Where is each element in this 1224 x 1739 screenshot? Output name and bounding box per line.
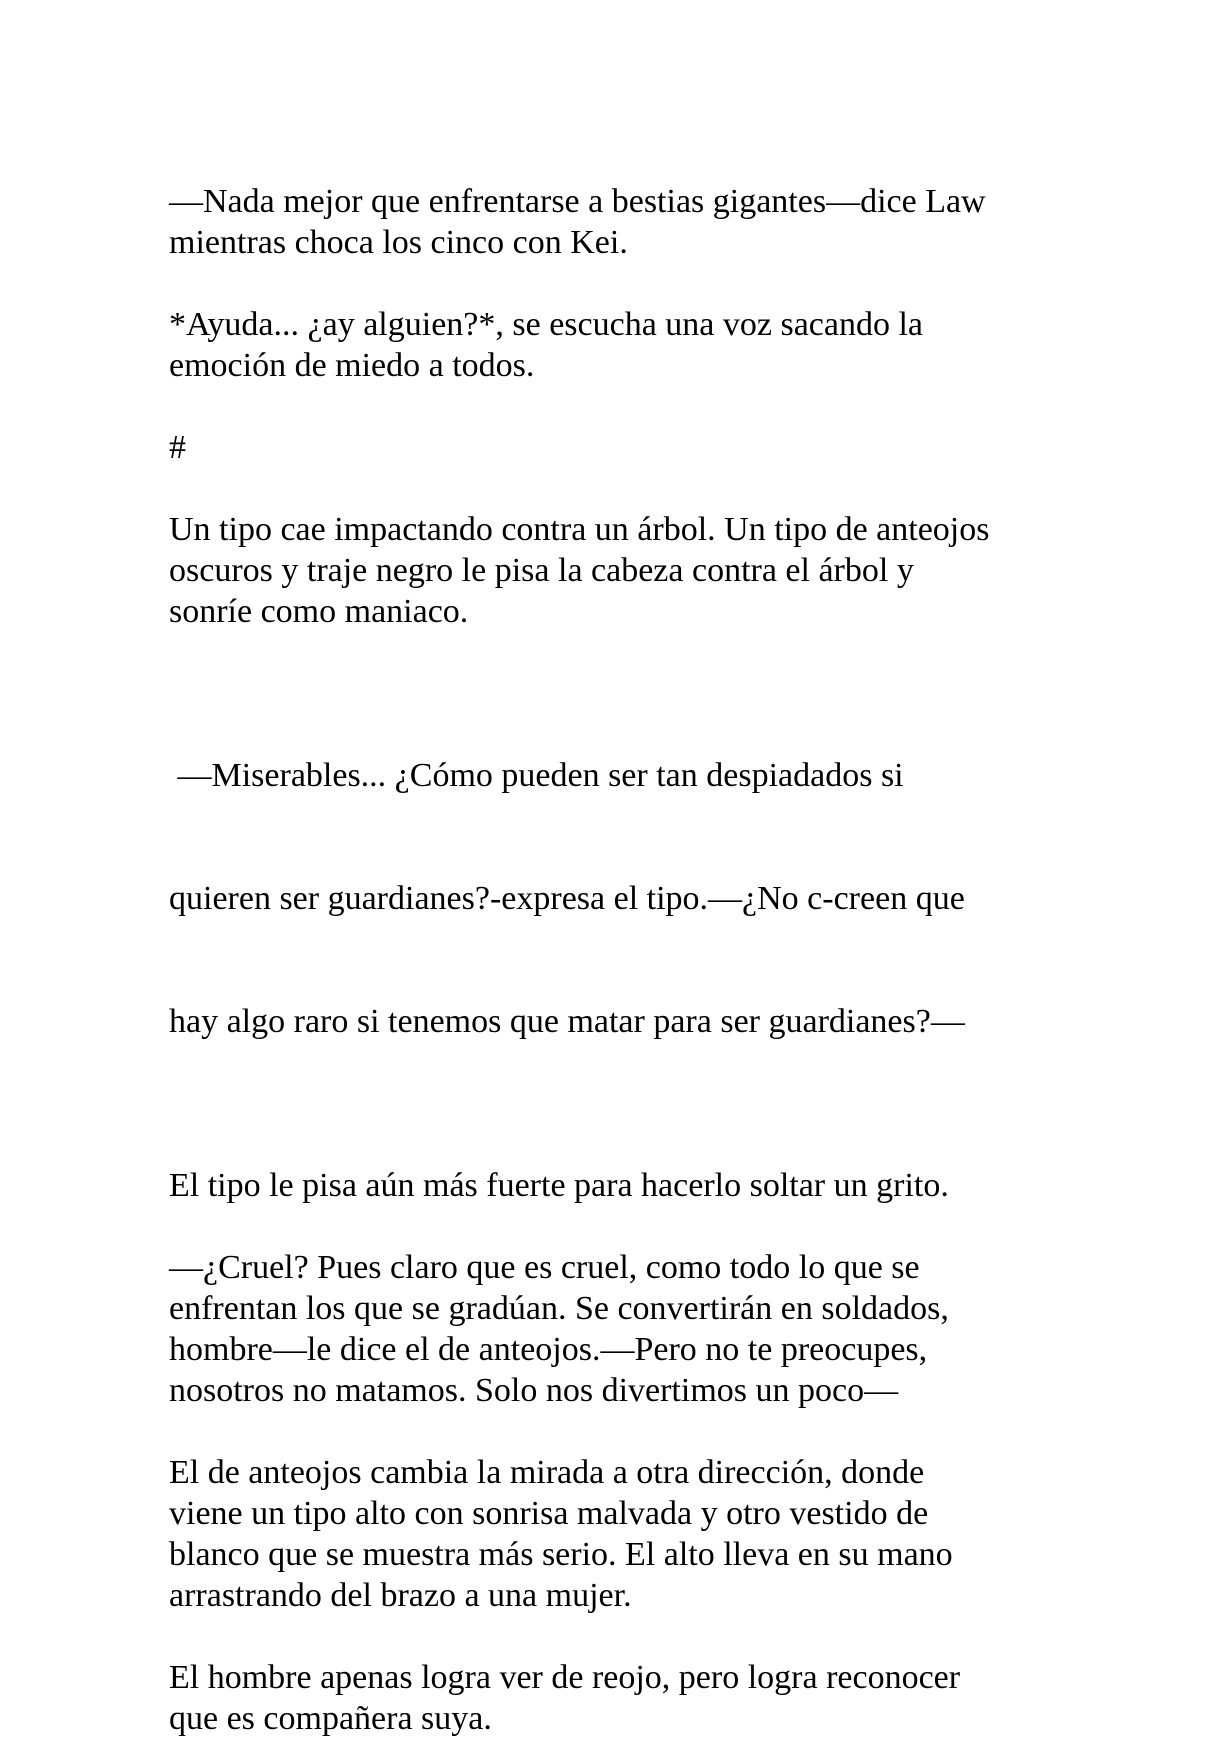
text-line: quieren ser guardianes?-expresa el tipo.—¿No c-creen que [169,880,965,917]
paragraph-8 [169,1452,1049,1616]
text-line: enfrentan los que se gradúan. Se convertirán en soldados, [169,1290,949,1327]
text-line: El de anteojos cambia la mirada a otra dirección, donde [169,1454,925,1491]
text-line: oscuros y traje negro le pisa la cabeza contra el árbol y [169,552,914,589]
paragraph-6 [169,1165,1049,1206]
text-line: mientras choca los cinco con Kei. [169,224,628,261]
text-line: nosotros no matamos. Solo nos divertimos un poco— [169,1372,899,1409]
text-line: emoción de miedo a todos. [169,347,535,384]
text-line: El tipo le pisa aún más fuerte para hacerlo soltar un grito. [169,1167,949,1204]
paragraph-4 [169,509,1049,632]
text-line: viene un tipo alto con sonrisa malvada y otro vestido de [169,1495,929,1532]
paragraph-9 [169,1657,1049,1739]
text-line: hombre—le dice el de anteojos.—Pero no te preocupes, [169,1331,928,1368]
text-line: *Ayuda... ¿ay alguien?*, se escucha una voz sacando la [169,306,924,343]
paragraph-2 [169,304,1049,386]
text-line: Un tipo cae impactando contra un árbol. Un tipo de anteojos [169,511,990,548]
text-line: —Miserables... ¿Cómo pueden ser tan despiadados si [169,757,904,794]
paragraph-7 [169,1247,1049,1411]
text-line: hay algo raro si tenemos que matar para ser guardianes?— [169,1003,965,1040]
text-line: —Nada mejor que enfrentarse a bestias gigantes—dice Law [169,183,986,220]
text-line: blanco que se muestra más serio. El alto lleva en su mano [169,1536,953,1573]
paragraph-1 [169,181,1049,263]
document-page [169,181,1049,1739]
text-line: —¿Cruel? Pues claro que es cruel, como todo lo que se [169,1249,920,1286]
text-line: sonríe como maniaco. [169,593,469,630]
text-line: que es compañera suya. [169,1700,492,1737]
paragraph-5 [169,673,1049,1124]
scene-break [169,427,1049,468]
text-line: arrastrando del brazo a una mujer. [169,1577,632,1614]
text-line: El hombre apenas logra ver de reojo, pero logra reconocer [169,1659,961,1696]
text-line: # [169,429,186,466]
